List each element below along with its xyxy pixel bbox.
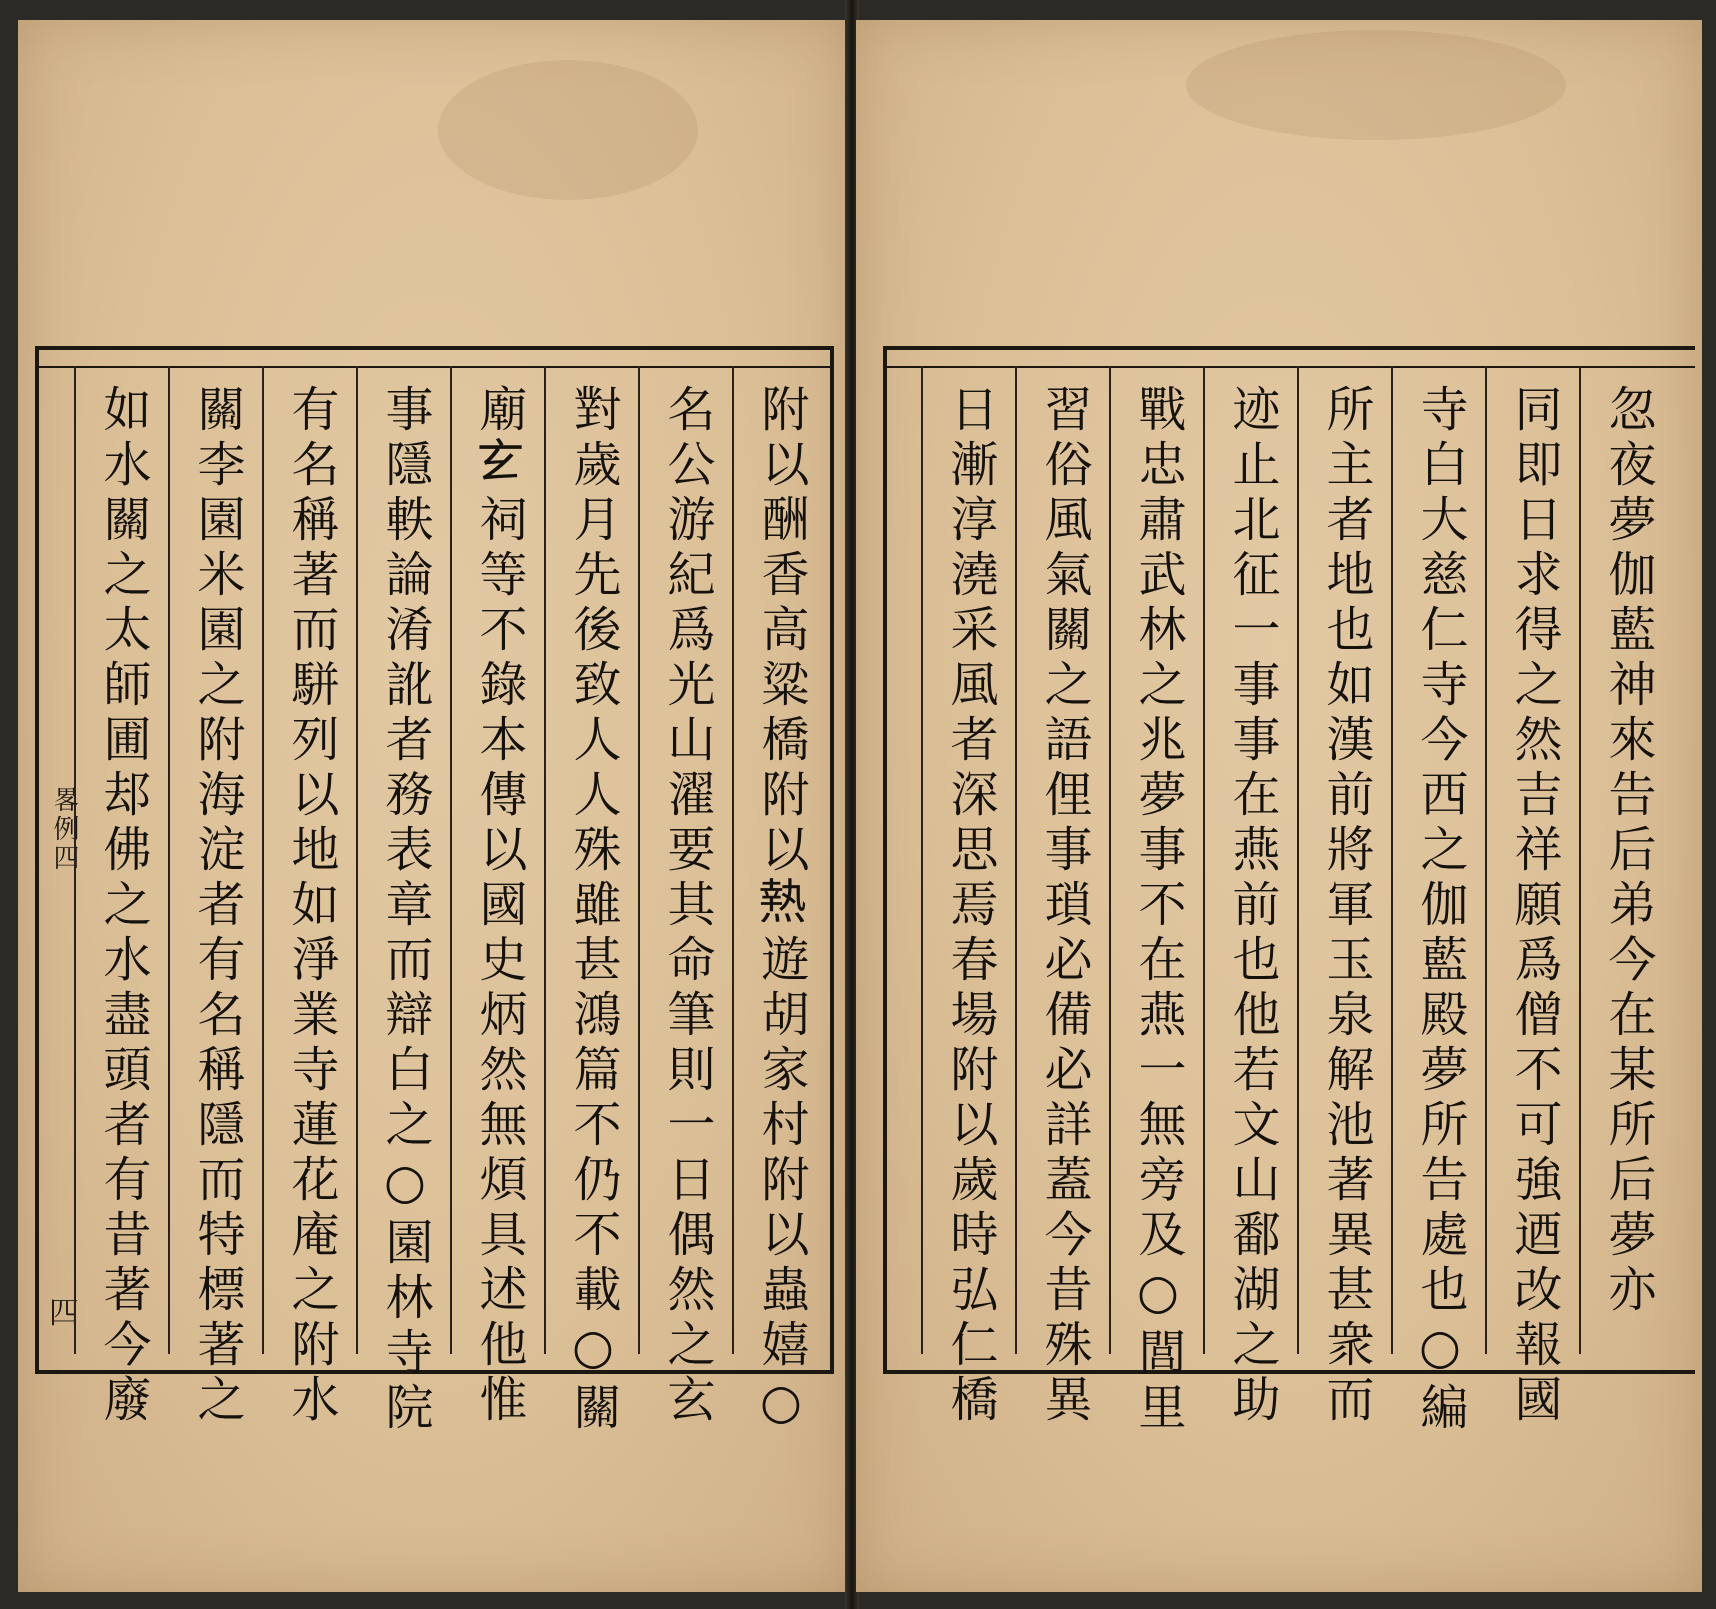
text-column: 廟𤣥祠等不錄本傳以國史炳然無煩具述他惟 [450, 366, 544, 1354]
text-column: 對歲月先後致人人殊雖甚鴻篇不仍不載○關 [544, 366, 638, 1354]
left-page [18, 20, 850, 1592]
paper-stain [1186, 30, 1566, 140]
text-column: 同即日求得之然吉祥願爲僧不可強迺改報國 [1485, 366, 1579, 1354]
text-column: 所主者地也如漢前將軍玉泉解池著異甚衆而 [1297, 366, 1391, 1354]
text-column: 有名稱著而駢列以地如淨業寺蓮花庵之附水 [262, 366, 356, 1354]
text-column: 忽夜夢伽藍神來告后弟今在某所后夢亦 [1579, 366, 1673, 1354]
text-column: 日漸淳澆采風者深思焉春場附以歲時弘仁橋 [921, 366, 1015, 1354]
text-column: 事隱軼論淆訛者務表章而辯白之○園林寺院 [356, 366, 450, 1354]
text-column: 名公游紀爲光山濯要其命筆則一日偶然之玄 [638, 366, 732, 1354]
text-column: 戰忠肅武林之兆夢事不在燕一無旁及○閭里 [1109, 366, 1203, 1354]
text-column: 寺白大慈仁寺今西之伽藍殿夢所告處也○編 [1391, 366, 1485, 1354]
paper-stain [438, 60, 698, 200]
text-column: 習俗風氣關之語俚事瑣必備必詳蓋今昔殊異 [1015, 366, 1109, 1354]
text-column: 關李園米園之附海淀者有名稱隱而特標著之 [168, 366, 262, 1354]
page-number: 四 [49, 1296, 79, 1331]
right-page [856, 20, 1702, 1592]
text-column: 迹止北征一事事在燕前也他若文山鄱湖之助 [1203, 366, 1297, 1354]
text-column: 附以酬香高粱橋附以𤍠遊胡家村附以蟲嬉○ [732, 366, 826, 1354]
text-column: 如水關之太師圃𨚫佛之水盡頭者有昔著今廢 [74, 366, 168, 1354]
section-label: 畧例四 [49, 786, 79, 873]
